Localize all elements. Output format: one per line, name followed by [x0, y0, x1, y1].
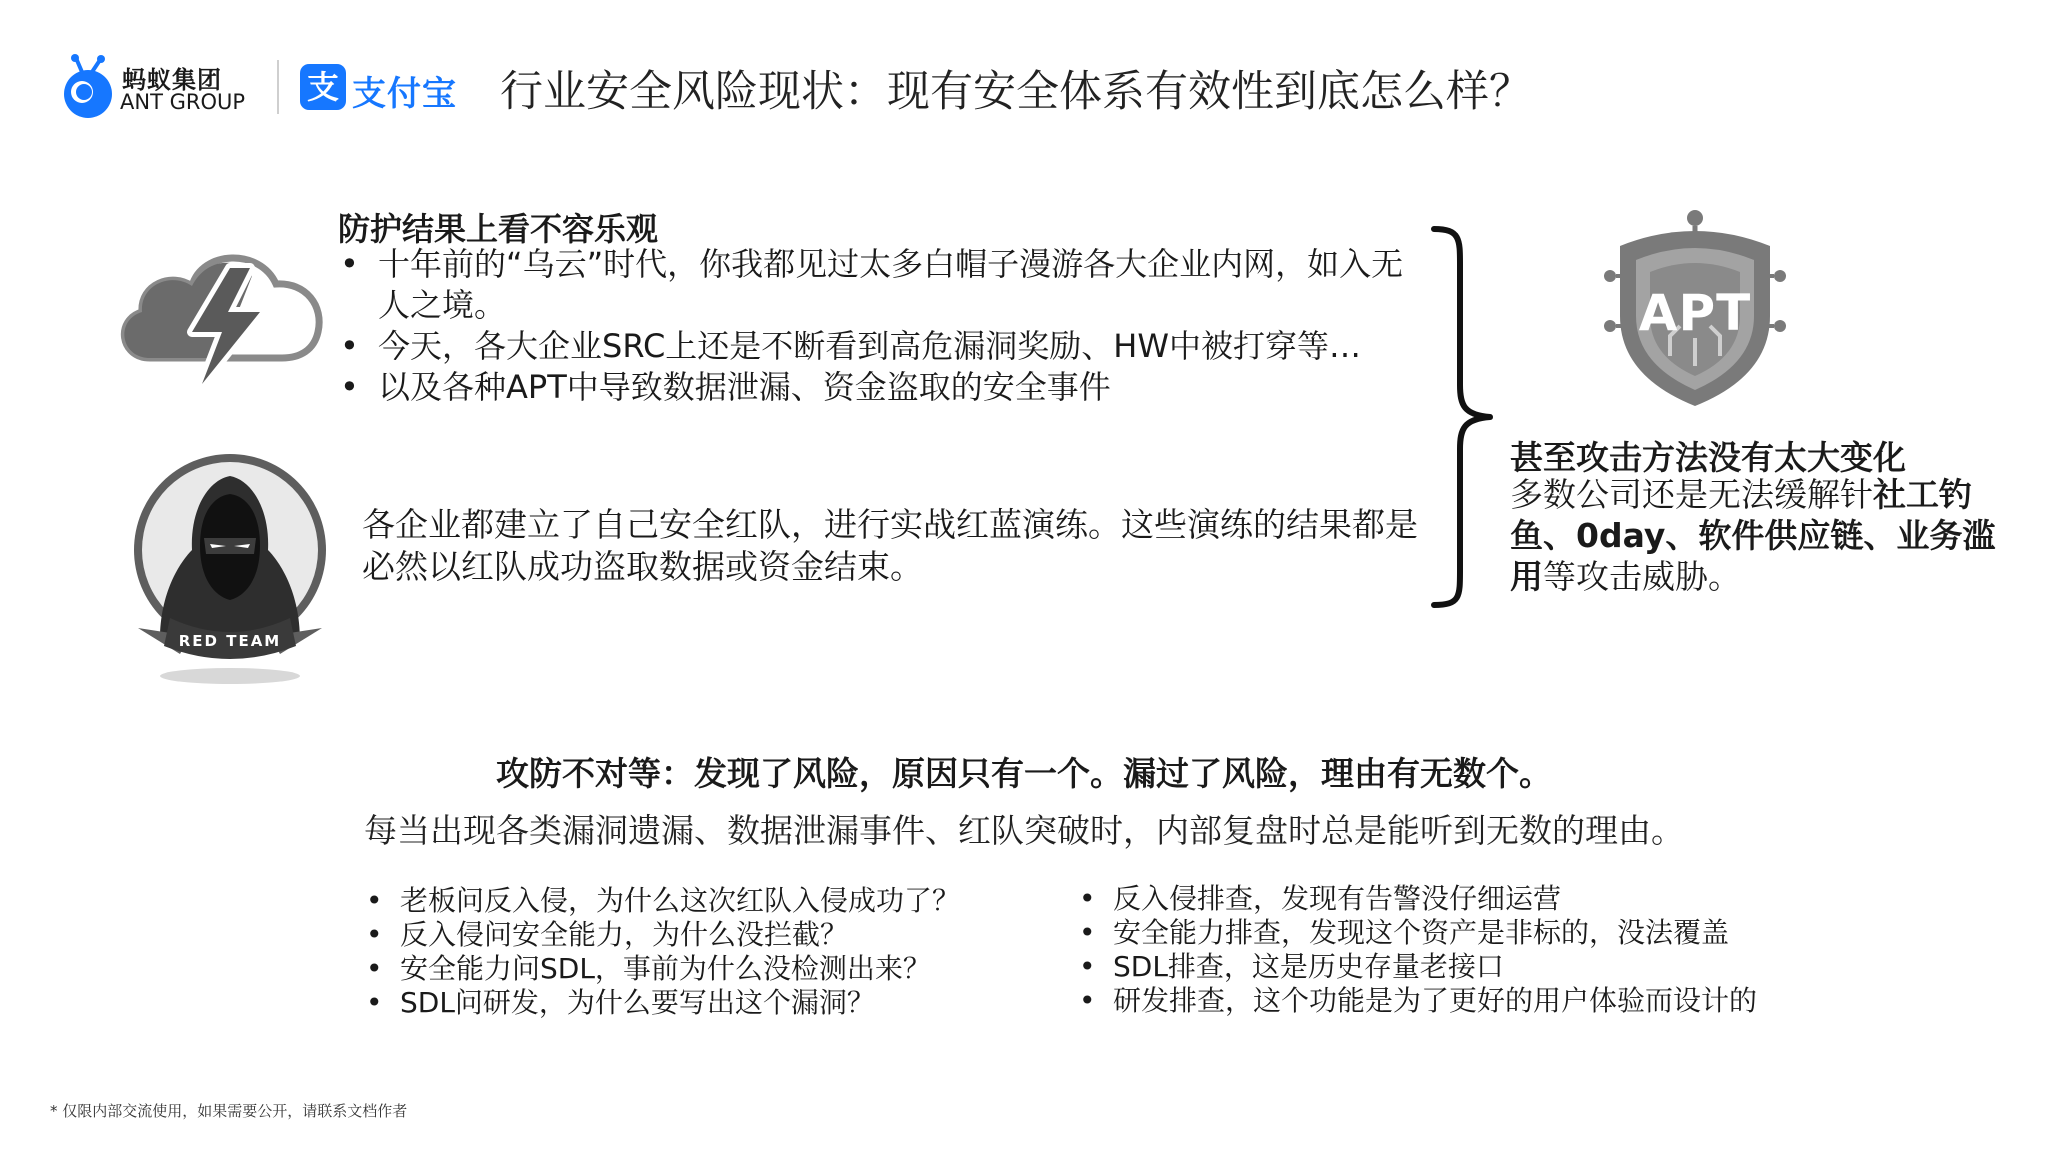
section1-heading: 防护结果上看不容乐观	[338, 210, 659, 248]
ant-group-logo	[60, 50, 260, 120]
ant-name-cn: 蚂蚁集团	[122, 66, 222, 94]
red-team-text: 各企业都建立了自己安全红队，进行实战红蓝演练。这些演练的结果都是必然以红队成功盗取数据或资金结束。	[362, 505, 1418, 586]
apt-label: APT	[1638, 284, 1752, 342]
right-body	[1510, 474, 2010, 597]
right-body-text: 多数公司还是无法缓解针	[1510, 475, 1873, 514]
red-team-badge-text: RED TEAM	[178, 632, 282, 650]
list-item: • 反入侵问安全能力，为什么没拦截？	[362, 918, 960, 952]
list-item: • 老板问反入侵，为什么这次红队入侵成功了？	[362, 884, 960, 918]
section1-bullets	[338, 244, 1418, 408]
list-item: • 十年前的“乌云”时代，你我都见过太多白帽子漫游各大企业内网，如入无人之境。	[338, 244, 1418, 326]
list-item: • 安全能力问SDL，事前为什么没检测出来？	[362, 952, 960, 986]
list-item: • SDL排查，这是历史存量老接口	[1075, 950, 1757, 984]
storm-cloud-icon	[110, 228, 330, 388]
list-item: • 以及各种APT中导致数据泄漏、资金盗取的安全事件	[338, 367, 1418, 408]
alipay-logo	[300, 62, 470, 112]
ant-name-en: ANT GROUP	[120, 90, 246, 114]
alipay-name: 支付宝	[352, 74, 457, 114]
right-body-emphasis: 社工钓鱼、0day、软件供应链、业务滥用	[1510, 475, 1996, 596]
page-title: 行业安全风险现状：现有安全体系有效性到底怎么样？	[500, 67, 1532, 117]
right-body-text: 等攻击威胁。	[1543, 557, 1741, 596]
list-item: • SDL问研发，为什么要写出这个漏洞？	[362, 986, 960, 1020]
list-item: • 研发排查，这个功能是为了更好的用户体验而设计的	[1075, 984, 1757, 1018]
list-item: • 安全能力排查，发现这个资产是非标的，没法覆盖	[1075, 916, 1757, 950]
alipay-mark-icon: 支	[300, 64, 346, 110]
right-brace	[1430, 225, 1500, 610]
excuses-list	[1075, 882, 1757, 1018]
apt-shield	[1600, 206, 1790, 411]
conclusion-subline: 每当出现各类漏洞遗漏、数据泄漏事件、红队突破时，内部复盘时总是能听到无数的理由。	[364, 811, 1684, 850]
logo-divider	[277, 60, 279, 114]
hooded-figure-icon	[130, 450, 330, 690]
right-heading: 甚至攻击方法没有太大变化	[1510, 438, 1906, 477]
conclusion-heading: 攻防不对等：发现了风险，原因只有一个。漏过了风险，理由有无数个。	[496, 754, 1552, 793]
ant-logo-icon	[60, 54, 122, 120]
list-item: • 反入侵排查，发现有告警没仔细运营	[1075, 882, 1757, 916]
footnote: * 仅限内部交流使用，如果需要公开，请联系文档作者	[50, 1102, 408, 1120]
list-item: • 今天，各大企业SRC上还是不断看到高危漏洞奖励、HW中被打穿等…	[338, 326, 1418, 367]
blame-questions-list	[362, 884, 960, 1020]
